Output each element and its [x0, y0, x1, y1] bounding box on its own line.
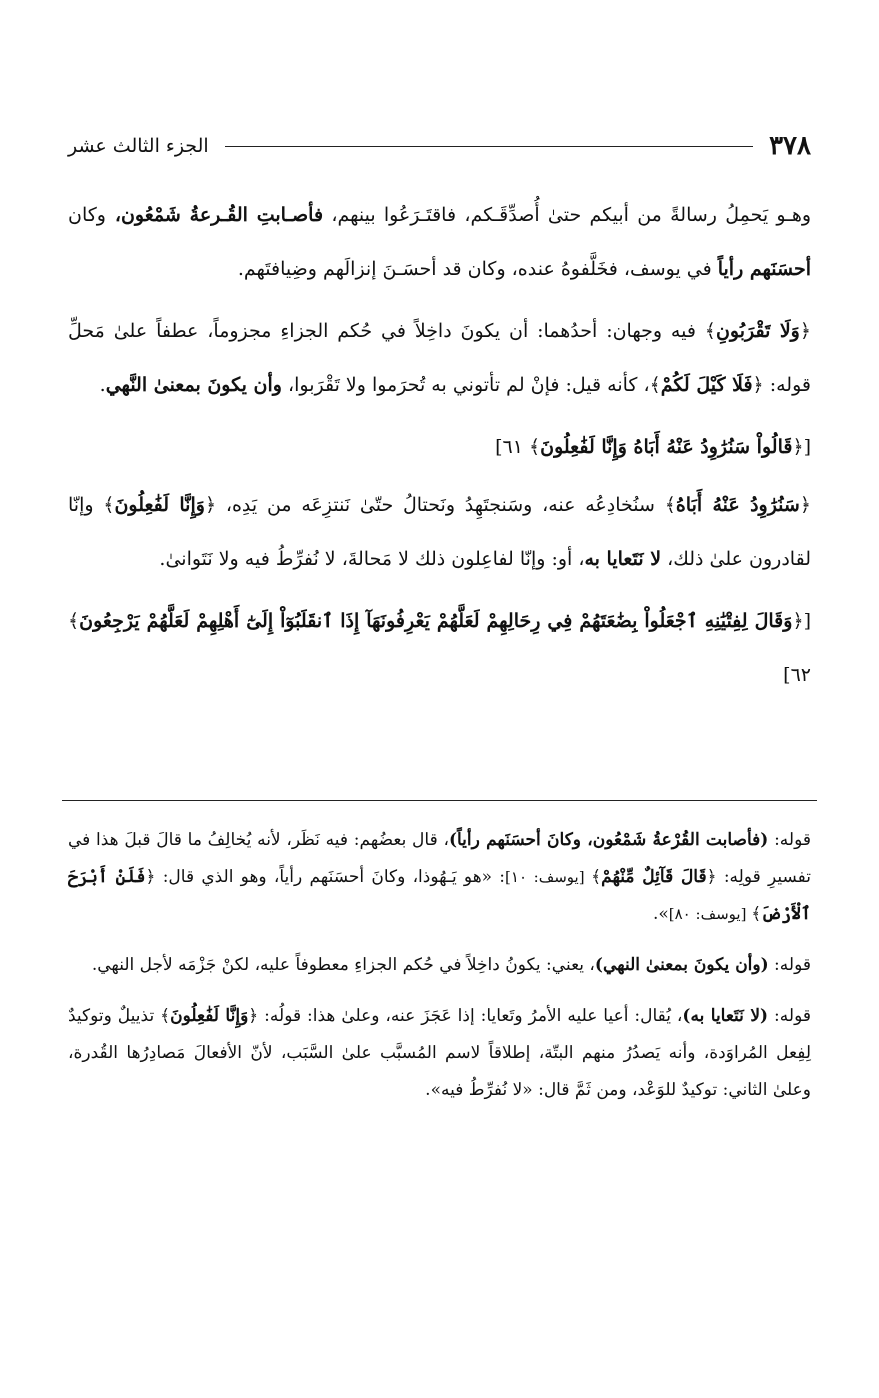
ornate-bracket: ﴾ [704, 320, 716, 342]
bold-phrase: (فأصابت القُرْعةُ شَمْعُون، وكانَ أحسَنَهم رأياً) [448, 830, 769, 850]
text-run: وهـو يَحمِلُ رسالةً من أبيكم حتىٰ أُصدِّقَـكم، فاقتَـرَعُوا بينهم، [323, 204, 812, 226]
text-run: قوله: [768, 955, 811, 975]
ornate-bracket: ﴿ [792, 436, 804, 458]
paragraph [68, 188, 811, 296]
paragraph [68, 478, 811, 586]
ornate-bracket: ﴾ [68, 610, 80, 632]
text-run: قوله: [768, 830, 811, 850]
text-run: ، يُقال: أعيا عليه الأمرُ وتَعايا: إذا عَجَزَ عنه، وعلىٰ هذا: قولُه: [258, 1006, 683, 1026]
bold-phrase: (لا نَتَعايا به) [682, 1006, 769, 1026]
verse-62 [68, 594, 811, 702]
ornate-bracket: ﴾ [664, 494, 676, 516]
text-run: ». [652, 904, 669, 924]
ornate-bracket: ﴿ [204, 494, 217, 516]
ornate-bracket: ﴿ [792, 610, 804, 632]
ornate-bracket: ﴿ [248, 1006, 259, 1026]
quran-quote: وَلَا تَقْرَبُونِ [715, 320, 800, 342]
text-run: فيه وجهان: أحدُهما: أن يكونَ داخِلاً في حُكم الجزاءِ مجزوماً، عطفاً علىٰ مَحلِّ قوله: [68, 320, 811, 396]
page-number: ٣٧٨ [769, 131, 811, 161]
ornate-bracket: ﴾ [103, 494, 115, 516]
bold-phrase: (وأن يكونَ بمعنىٰ النهي) [594, 955, 769, 975]
ornate-bracket: ﴾ [649, 374, 661, 396]
text-run: في يوسف، فخَلَّفوهُ عنده، وكان قد أحسَـنَ إنزالَهم وضِيافتَهم. [237, 258, 718, 280]
text-run: ، أو: وإنّا لفاعِلون ذلك لا مَحالةَ، لا نُفرِّطُ فيه ولا نَتَوانىٰ. [159, 548, 585, 570]
text-run: وكان [68, 204, 106, 226]
text-run: ، قال بعضُهم: فيه نَظَر، لأنه يُخالِفُ ما قالَ قبلَ هذا في تفسيرِ قولِه: [68, 830, 811, 887]
text-run: وإنّا لقادرون علىٰ ذلك، [68, 494, 811, 570]
quran-quote: وَإِنَّا لَفَٰعِلُونَ [170, 1006, 249, 1026]
quran-quote: وَإِنَّا لَفَٰعِلُونَ [114, 494, 205, 516]
text-run: ، يعني: يكونُ داخِلاً في حُكم الجزاءِ معطوفاً عليه، لكنْ جَزْمَه لأجل النهي. [91, 955, 595, 975]
quran-verse: قَالُواْ سَنُرَٰوِدُ عَنْهُ أَبَاهُ وَإِنَّا لَفَٰعِلُونَ [540, 436, 793, 458]
ornate-bracket: ﴿ [799, 320, 811, 342]
text-run: : «هو يَـهُوذا، وكانَ أحسَنَهم رأياً، وهو الذي قال: [155, 867, 506, 887]
ornate-bracket: ﴿ [752, 374, 764, 396]
verse-61 [68, 420, 811, 474]
footnote-divider [62, 800, 817, 801]
verse-number: ٦٢] [783, 664, 811, 686]
surah-reference: [يوسف: ٨٠] [668, 905, 752, 923]
main-text [68, 188, 811, 706]
quran-verse: وَقَالَ لِفِتْيَٰنِهِ ٱجْعَلُواْ بِضَٰعَتَهُمْ فِي رِحَالِهِمْ لَعَلَّهُمْ يَعْرِفُونَهَآ إِذَا ٱنقَلَبُوٓاْ إِلَىٰٓ أَهْلِهِمْ لَعَلَّهُمْ يَرْجِعُونَ [79, 610, 793, 632]
quran-quote: فَلَنْ أَبْرَحَ ٱلْأَرْضَ [68, 867, 811, 924]
text-run: ، كأنه قيل: فإنْ لم تأتوني به تُحرَموا ولا تَقْرَبوا، [281, 374, 650, 396]
ornate-bracket: ﴾ [591, 867, 602, 887]
text-run: تذييلٌ وتوكيدٌ لِفِعل المُراوَدة، وأنه يَصدُرُ منهم البتّة، إطلاقاً لاسم المُسبَّب علىٰ السَّبَب، لأنّ الأفعالَ مَصادِرُها القُدرة، وعلىٰ الثاني: توكيدٌ للوَعْد، ومن ثَمَّ قال: «لا نُفرِّطُ فيه». [68, 1006, 811, 1100]
running-title: الجزء الثالث عشر [68, 135, 209, 157]
ornate-bracket: ﴾ [160, 1006, 171, 1026]
text-run: قوله: [768, 1006, 811, 1026]
ornate-bracket: ﴾ [751, 904, 762, 924]
quran-quote: سَنُرَٰوِدُ عَنْهُ أَبَاهُ [675, 494, 800, 516]
paragraph [68, 304, 811, 412]
quran-quote: قَالَ قَآئِلٌ مِّنْهُمْ [601, 867, 707, 887]
header-rule [225, 146, 753, 147]
ornate-bracket: ﴿ [799, 494, 811, 516]
footnote [68, 947, 811, 984]
quran-quote: فَلَا كَيْلَ لَكُمْ [660, 374, 753, 396]
footnotes [68, 822, 811, 1123]
ornate-bracket: ﴿ [706, 867, 717, 887]
verse-number: ٦١] [495, 436, 529, 458]
verse-bracket: [ [803, 610, 811, 632]
bold-phrase: وأن يكونَ بمعنىٰ النَّهي [105, 374, 282, 396]
page-header [68, 128, 811, 164]
bold-phrase: أحسَنَهم رأياً [717, 258, 811, 280]
verse-bracket: [ [803, 436, 811, 458]
surah-reference: [يوسف: ١٠] [505, 868, 592, 886]
ornate-bracket: ﴾ [528, 436, 541, 458]
footnote [68, 822, 811, 933]
bold-phrase: فأصـابتِ القُـرعةُ شَمْعُون، [105, 204, 324, 226]
text-run: . [99, 374, 106, 396]
text-run: سنُخادِعُه عنه، وسَنجتَهِدُ ونَحتالُ حتّىٰ نَنتزِعَه من يَدِه، [216, 494, 665, 516]
bold-phrase: لا نَتَعايا به [584, 548, 662, 570]
ornate-bracket: ﴿ [145, 867, 156, 887]
footnote [68, 998, 811, 1109]
